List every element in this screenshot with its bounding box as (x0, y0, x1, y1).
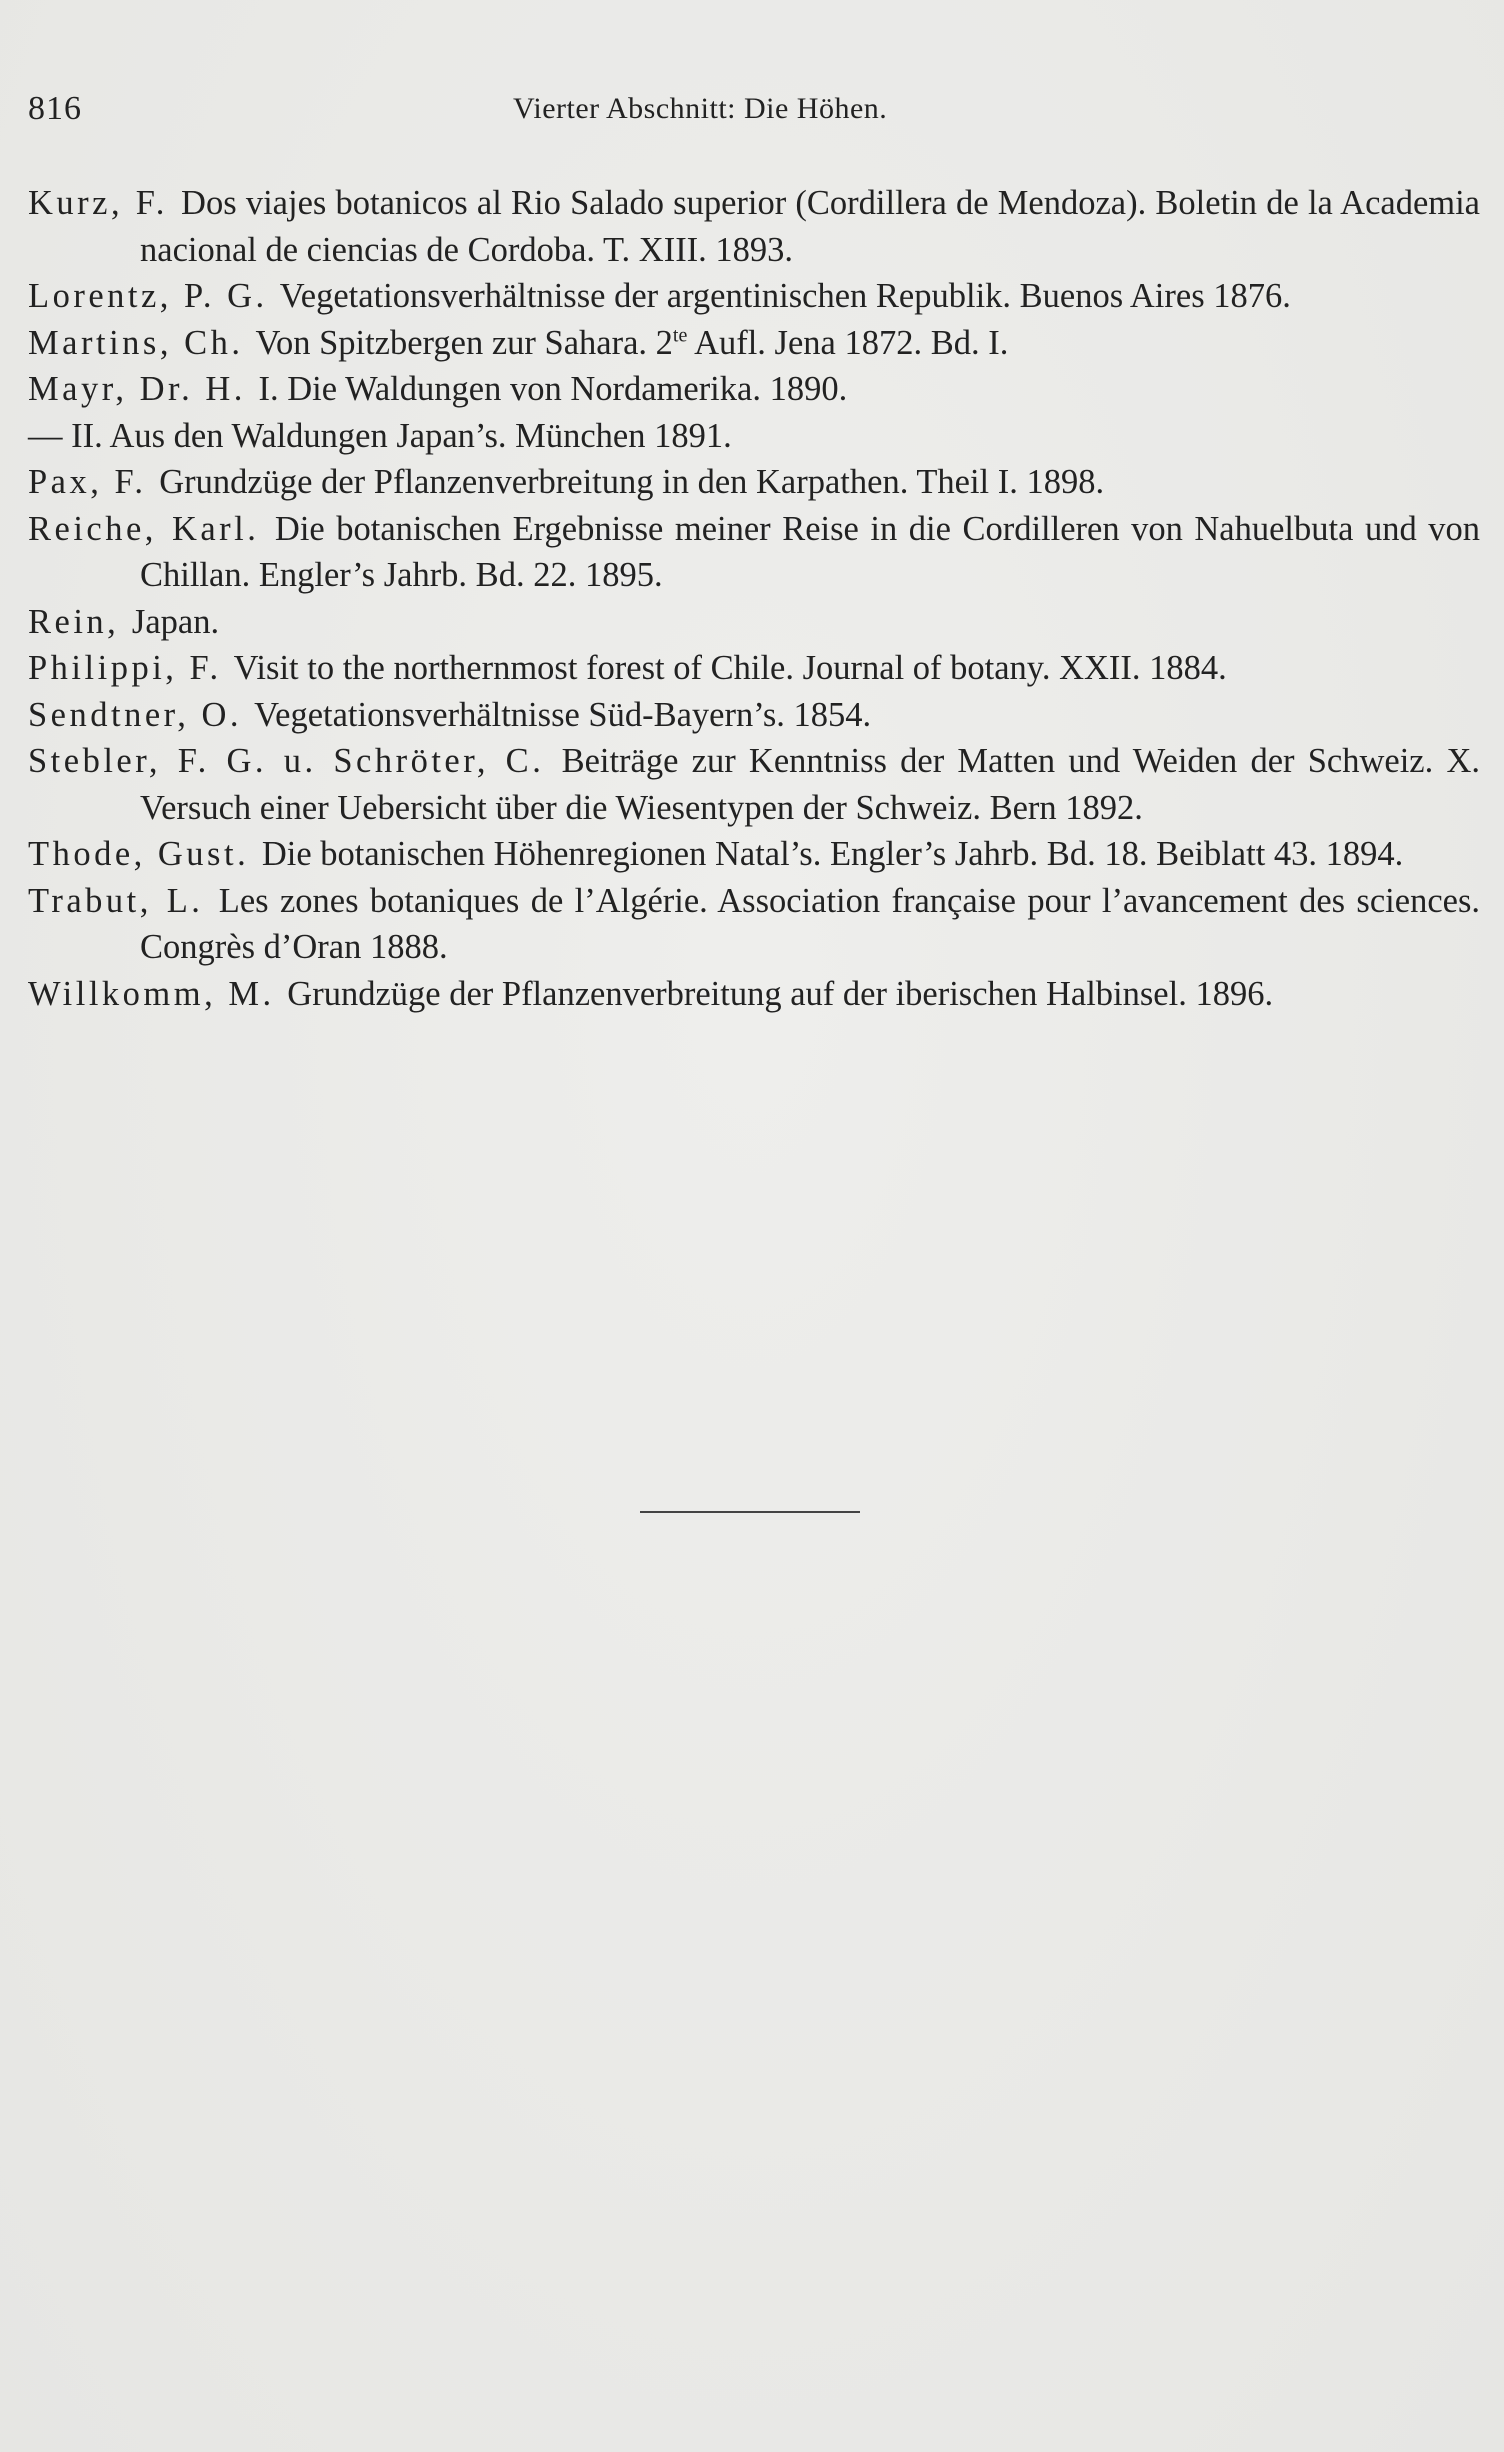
entry-text: Visit to the northernmost forest of Chile. Journal of botany. XXII. 1884. (233, 649, 1227, 687)
entry-text: — II. Aus den Waldungen Japan’s. München 1891. (28, 416, 732, 455)
entry-text: Dos viajes botanicos al Rio Salado superior (Cordillera de Mendoza). Boletin de la Academia nacional de ciencias de Cordoba. T. XIII. 1893. (140, 184, 1480, 269)
entry-author: Lorentz, P. G. (28, 277, 268, 315)
entry-author: Martins, Ch. (28, 323, 244, 362)
bibliography-entry (28, 831, 1480, 878)
entry-author: Rein, (28, 602, 120, 641)
bibliography-entry (28, 413, 1480, 460)
bibliography-entry (28, 738, 1480, 831)
bibliography-entry (28, 320, 1480, 367)
entry-text: Von Spitzbergen zur Sahara. 2 (255, 323, 673, 362)
bibliography-entry (28, 971, 1480, 1018)
bibliography-entry (28, 599, 1480, 646)
running-title: Vierter Abschnitt: Die Höhen. (513, 92, 888, 125)
section-divider (640, 1511, 860, 1513)
entry-author: Trabut, L. (28, 881, 204, 920)
entry-text: Japan. (131, 602, 220, 641)
entry-text: Die botanischen Höhenregionen Natal’s. Engler’s Jahrb. Bd. 18. Beiblatt 43. 1894. (261, 835, 1404, 873)
entry-author: Thode, Gust. (28, 835, 250, 873)
entry-author: Mayr, Dr. H. (28, 370, 246, 408)
entry-text-continued: Aufl. Jena 1872. Bd. I. (687, 323, 1009, 362)
page-number: 816 (28, 90, 82, 127)
entry-text: I. Die Waldungen von Nordamerika. 1890. (258, 370, 848, 408)
entry-text: Les zones botaniques de l’Algérie. Association française pour l’avancement des sciences. Congrès d’Oran 1888. (140, 881, 1480, 966)
bibliography-list (28, 180, 1480, 1017)
bibliography-entry (28, 366, 1480, 413)
entry-text: Beiträge zur Kenntniss der Matten und Weiden der Schweiz. X. Versuch einer Uebersicht über die Wiesentypen der Schweiz. Bern 1892. (140, 742, 1481, 827)
bibliography-entry (28, 692, 1480, 739)
entry-text: Vegetationsverhältnisse Süd-Bayern’s. 1854. (254, 695, 872, 734)
bibliography-entry (28, 506, 1480, 599)
entry-author: Pax, F. (28, 463, 147, 501)
entry-author: Reiche, Karl. (28, 509, 260, 548)
entry-author: Sendtner, O. (28, 695, 243, 734)
entry-text: Die botanischen Ergebnisse meiner Reise in die Cordilleren von Nahuelbuta und von Chillan. Engler’s Jahrb. Bd. 22. 1895. (140, 509, 1480, 594)
entry-author: Kurz, F. (28, 184, 168, 222)
entry-author: Willkomm, M. (28, 974, 275, 1013)
entry-text: Grundzüge der Pflanzenverbreitung auf der iberischen Halbinsel. 1896. (287, 974, 1274, 1013)
bibliography-entry (28, 273, 1480, 320)
entry-text: Vegetationsverhältnisse der argentinischen Republik. Buenos Aires 1876. (279, 277, 1291, 315)
entry-author: Philippi, F. (28, 649, 222, 687)
entry-author: Stebler, F. G. u. Schröter, C. (28, 742, 545, 780)
bibliography-entry (28, 645, 1480, 692)
page-header (28, 90, 1478, 130)
bibliography-entry (28, 459, 1480, 506)
entry-superscript: te (672, 324, 688, 346)
bibliography-entry (28, 180, 1480, 273)
bibliography-entry (28, 878, 1480, 971)
entry-text: Grundzüge der Pflanzenverbreitung in den Karpathen. Theil I. 1898. (159, 463, 1105, 501)
